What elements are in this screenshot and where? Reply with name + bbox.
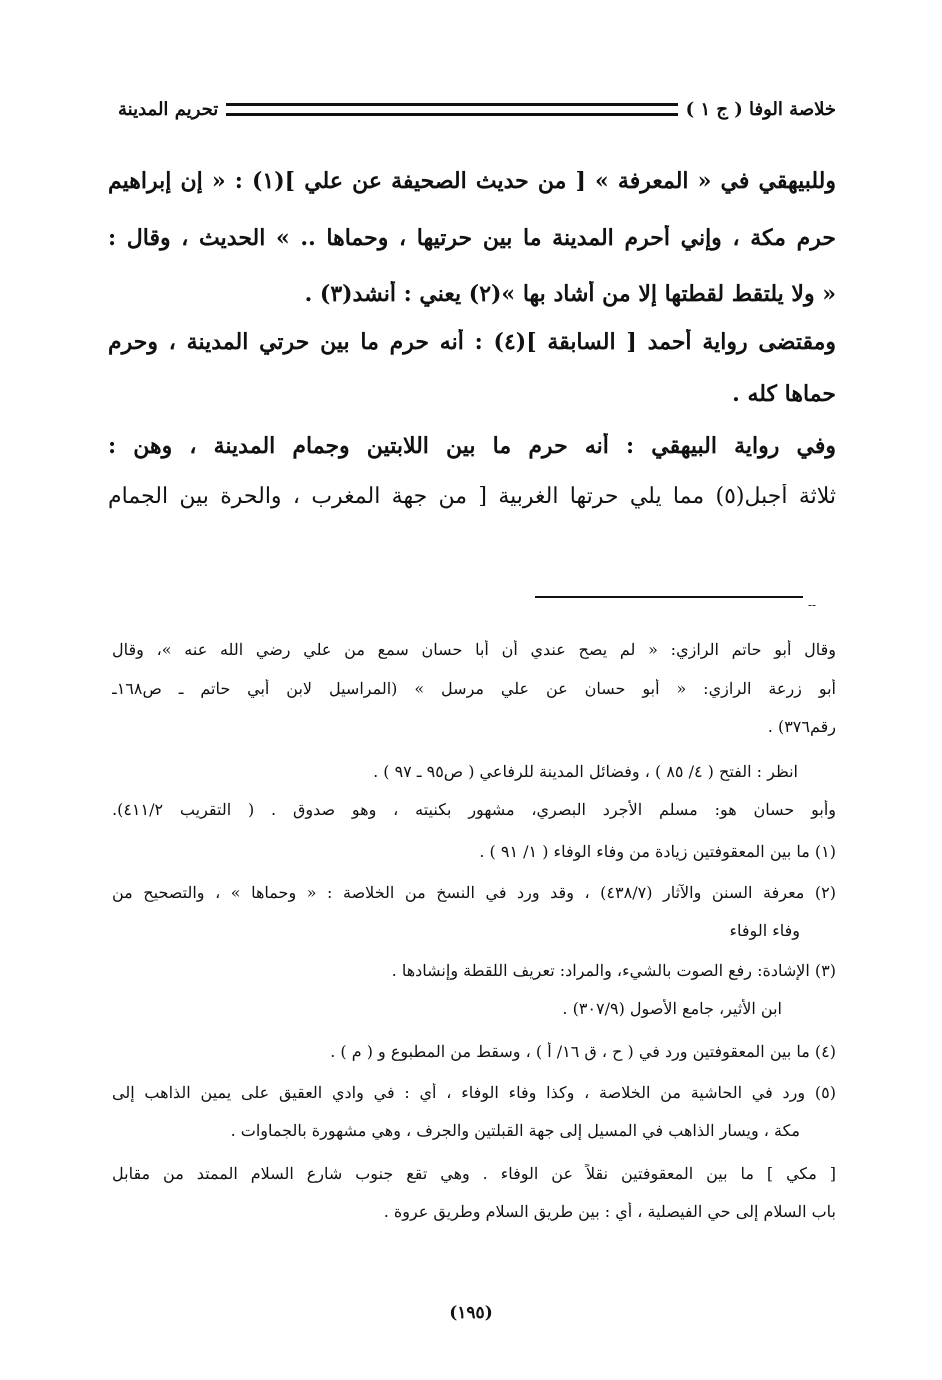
footnote-line: أبو زرعة الرازي: « أبو حسان عن علي مرسل » (المراسيل لابن أبي حاتم ـ ص١٦٨ـ (112, 679, 836, 698)
body-line: حرم مكة ، وإني أحرم المدينة ما بين حرتيها ، وحماها .. » الحديث ، وقال : (108, 225, 836, 251)
body-line: وفي رواية البيهقي : أنه حرم ما بين اللابتين وجمام المدينة ، وهن : (108, 433, 836, 459)
body-line: ومقتضى رواية أحمد [ السابقة ](٤) : أنه حرم ما بين حرتي المدينة ، وحرم (108, 329, 836, 355)
footnote-line: وقال أبو حاتم الرازي: « لم يصح عندي أن أبا حسان سمع من علي رضي الله عنه »، وقال (112, 640, 836, 659)
footnote-line: (٥) ورد في الحاشية من الخلاصة ، وكذا وفاء الوفاء ، أي : في وادي العقيق على يمين الذاهب إلى (112, 1083, 836, 1102)
footnote-line: (١) ما بين المعقوفتين زيادة من وفاء الوفاء ( ١/ ٩١ ) . (479, 842, 836, 861)
body-line: حماها كله . (732, 381, 836, 407)
footnote-line: [ مكي ] ما بين المعقوفتين نقلاً عن الوفاء . وهي تقع جنوب شارع السلام الممتد من مقابل (112, 1164, 836, 1183)
footnote-line: (٤) ما بين المعقوفتين ورد في ( ح ، ق ١٦/ أ ) ، وسقط من المطبوع و ( م ) . (330, 1042, 836, 1061)
footnote-line: (٣) الإشادة: رفع الصوت بالشيء، والمراد: تعريف اللقطة وإنشادها . (391, 961, 836, 980)
book-title: خلاصة الوفا ( ج ١ ) (685, 98, 836, 120)
footnote-line: وأبو حسان هو: مسلم الأجرد البصري، مشهور بكنيته ، وهو صدوق . ( التقريب ٤١١/٢). (112, 800, 836, 819)
body-line: ثلاثة أجبل(٥) مما يلي حرتها الغربية [ من جهة المغرب ، والحرة بين الجمام (108, 484, 836, 509)
body-line: وللبيهقي في « المعرفة » [ من حديث الصحيفة عن علي ](١) : « إن إبراهيم (108, 168, 836, 194)
page-number: (١٩٥) (449, 1303, 493, 1323)
footnote-dash-mark: -- (808, 598, 817, 612)
body-line: « ولا يلتقط لقطتها إلا من أشاد بها »(٢) يعني : أنشد(٣) . (304, 281, 836, 307)
footnote-separator (535, 596, 803, 598)
section-title: تحريم المدينة (118, 98, 219, 120)
footnote-line: وفاء الوفاء (729, 921, 800, 940)
footnote-line: ابن الأثير، جامع الأصول (٣٠٧/٩) . (562, 999, 782, 1018)
footnote-line: انظر : الفتح ( ٤/ ٨٥ ) ، وفضائل المدينة للرفاعي ( ص٩٥ ـ ٩٧ ) . (373, 762, 798, 781)
footnote-line: مكة ، ويسار الذاهب في المسيل إلى جهة القبلتين والجرف ، وهي مشهورة بالجماوات . (230, 1121, 800, 1140)
footnote-line: رقم٣٧٦) . (767, 717, 836, 736)
footnote-line: باب السلام إلى حي الفيصلية ، أي : بين طريق السلام وطريق عروة . (383, 1202, 836, 1221)
running-header (118, 96, 836, 122)
footnote-line: (٢) معرفة السنن والآثار (٤٣٨/٧) ، وقد ورد في النسخ من الخلاصة : « وحماها » ، والتصحيح من (112, 883, 836, 902)
header-double-rule (226, 103, 677, 116)
